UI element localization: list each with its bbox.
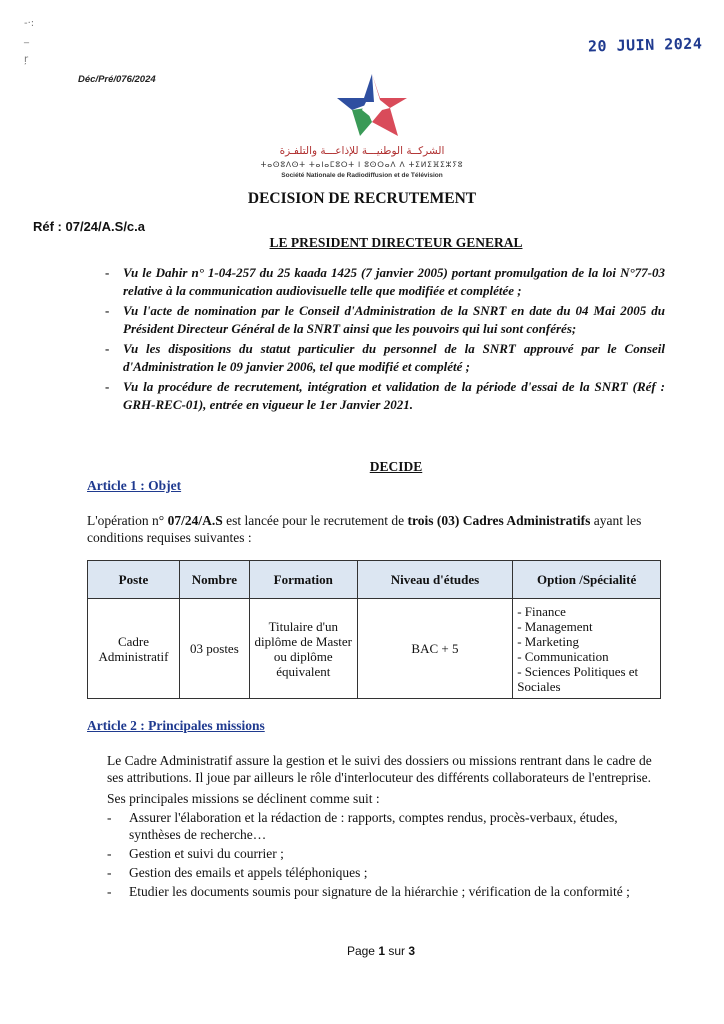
decision-reference: Déc/Pré/076/2024 — [78, 74, 156, 85]
page-number — [0, 944, 724, 958]
option-item: - Management — [517, 618, 593, 634]
mission-item: - Etudier les documents soumis pour signature de la hiérarchie ; vérification de la conformité ; — [107, 883, 667, 900]
positions-count: trois (03) Cadres Administratifs — [407, 513, 591, 528]
date-stamp: 20 JUIN 2024 — [587, 34, 703, 56]
mission-item: - Gestion des emails et appels téléphoniques ; — [107, 864, 667, 881]
article-1-text — [87, 512, 662, 546]
cell-formation: Titulaire d'un diplôme de Master ou diplôme équivalent — [249, 599, 357, 699]
header-nombre: Nombre — [179, 561, 249, 599]
mission-item: - Assurer l'élaboration et la rédaction de : rapports, comptes rendus, procès-verbaux, études, synthèses de recherche… — [107, 809, 667, 843]
header-option: Option /Spécialité — [513, 561, 661, 599]
document-title: DECISION DE RECRUTEMENT — [247, 190, 477, 207]
option-item: - Sciences Politiques et Sociales — [517, 663, 639, 694]
authority-heading: LE PRESIDENT DIRECTEUR GENERAL — [269, 235, 523, 250]
header-niveau: Niveau d'études — [357, 561, 513, 599]
whereas-item: - Vu les dispositions du statut particulier du personnel de la SNRT approuvé par le Conseil d'Administration le 09 janvier 2006, tel que modifié et complété ; — [105, 340, 665, 376]
org-name-french: Société Nationale de Radiodiffusion et de Télévision — [281, 172, 443, 179]
page-current: 1 — [378, 944, 385, 958]
table-row — [88, 599, 661, 699]
whereas-item: - Vu la procédure de recrutement, intégration et validation de la période d'essai de la SNRT (Réf : GRH-REC-01), entrée en vigueur le 1er Janvier 2021. — [105, 378, 665, 414]
article-2-lead: Ses principales missions se déclinent comme suit : — [107, 791, 380, 806]
decide-heading: DECIDE — [369, 459, 423, 474]
cell-options — [513, 599, 661, 699]
whereas-item: - Vu le Dahir n° 1-04-257 du 25 kaada 1425 (7 janvier 2005) portant promulgation de la loi N°77-03 relative à la communication audiovisuelle telle que modifiée et complétée ; — [105, 264, 665, 300]
article-1-text-mid: est lancée pour le recrutement de — [222, 513, 408, 528]
page-label: Page — [346, 944, 375, 958]
org-name-arabic: الشركــة الوطنيـــة للإذاعـــة والتلفـزة — [279, 145, 445, 157]
option-item: - Marketing — [517, 633, 579, 649]
page-of: sur — [388, 944, 406, 958]
whereas-list — [105, 264, 665, 416]
operation-number: 07/24/A.S — [167, 513, 223, 528]
option-item: - Communication — [517, 648, 609, 664]
option-item: - Finance — [517, 603, 566, 619]
cell-poste: Cadre Administratif — [88, 599, 180, 699]
header-poste: Poste — [88, 561, 180, 599]
article-2-heading: Article 2 : Principales missions — [87, 718, 265, 733]
table-header-row — [88, 561, 661, 599]
mission-item: - Gestion et suivi du courrier ; — [107, 845, 667, 862]
header-formation: Formation — [249, 561, 357, 599]
requirements-table — [87, 560, 661, 699]
article-1-text-before: L'opération n° — [87, 513, 168, 528]
org-name-tifinagh: ⵜⴰⵙⵓⴷⵙⵜ ⵜⴰⵏⴰⵎⵓⵔⵜ ⵏ ⵓⵙⵔⴰⴷ ⴷ ⵜⵉⵍⵉⴼⵉⵣⵢⵓ — [260, 160, 464, 169]
article-1-text-after: ayant les conditions requises suivantes : — [87, 513, 642, 545]
article-2-body — [107, 752, 667, 902]
whereas-item: - Vu l'acte de nomination par le Conseil d'Administration de la SNRT en date du 04 Mai 2005 du Président Directeur Général de la SNRT ainsi que les pouvoirs qui lui sont conférés; — [105, 302, 665, 338]
document-reference: Réf : 07/24/A.S/c.a — [33, 219, 145, 234]
scan-marks: -·: ‾ ŗ — [24, 18, 35, 65]
cell-niveau: BAC + 5 — [357, 599, 513, 699]
snrt-star-logo-icon — [330, 72, 414, 144]
article-1-heading: Article 1 : Objet — [87, 478, 182, 493]
cell-nombre: 03 postes — [179, 599, 249, 699]
article-2-intro: Le Cadre Administratif assure la gestion et le suivi des dossiers ou missions rentrant dans le cadre de ses attributions. Il joue par ailleurs le rôle d'interlocuteur des différents collaborateurs de l'entreprise. — [107, 753, 652, 785]
missions-list — [107, 809, 667, 900]
page-total: 3 — [408, 944, 416, 958]
options-list — [517, 604, 656, 694]
